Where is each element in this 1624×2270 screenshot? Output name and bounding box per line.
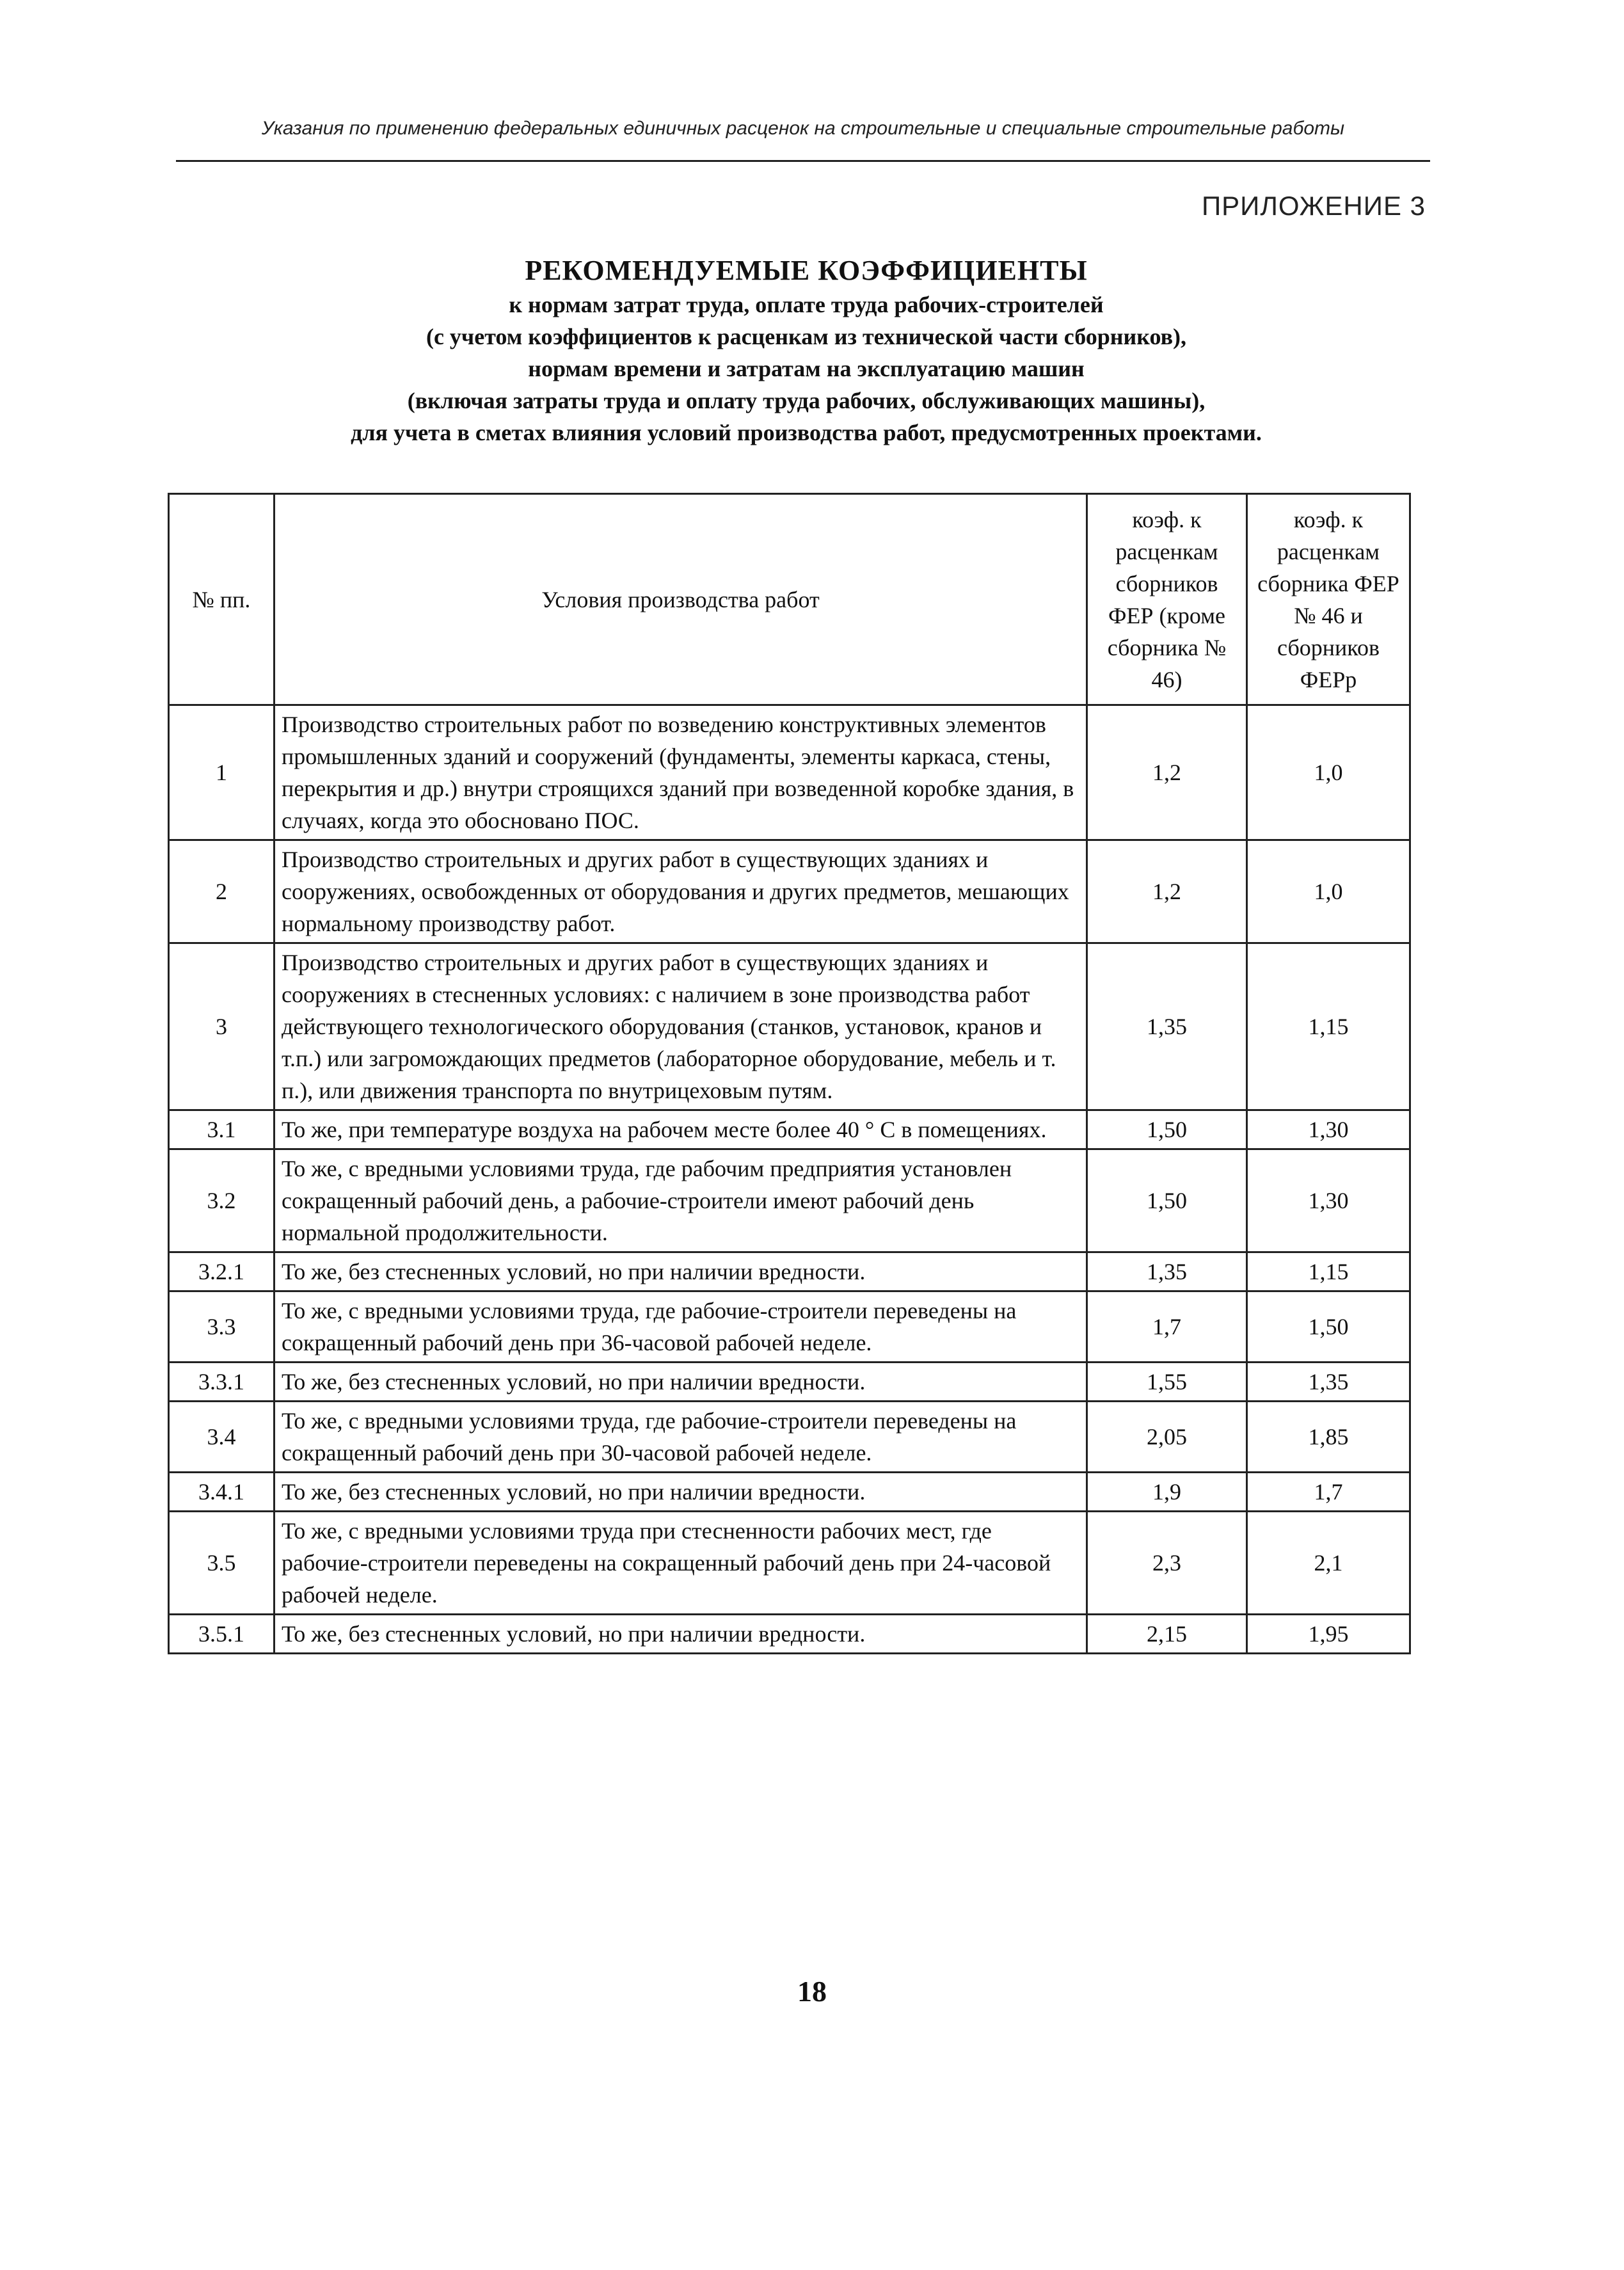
row-fer-coef: 1,35 (1087, 943, 1247, 1110)
page-number: 18 (797, 1975, 827, 2008)
table-row (169, 1110, 1410, 1149)
appendix-label: ПРИЛОЖЕНИЕ 3 (1201, 191, 1426, 221)
table-row (169, 1512, 1410, 1615)
row-fer46-coef: 1,95 (1247, 1615, 1410, 1654)
row-condition: То же, с вредными условиями труда, где рабочие-строители переведены на сокращенный рабочий день при 36-часовой рабочей неделе. (275, 1291, 1087, 1363)
title-line: к нормам затрат труда, оплате труда рабочих-строителей (509, 292, 1104, 317)
row-fer46-coef: 1,30 (1247, 1110, 1410, 1149)
row-fer-coef: 2,15 (1087, 1615, 1247, 1654)
row-fer-coef: 1,9 (1087, 1473, 1247, 1512)
row-fer46-coef: 1,35 (1247, 1363, 1410, 1402)
running-header: Указания по применению федеральных единичных расценок на строительные и специальные строительные работы (261, 118, 1345, 139)
row-condition: Производство строительных и других работ в существующих зданиях и сооружениях в стесненных условиях: с наличием в зоне производства работ действующего технологического оборудования (станков, установок, кранов и т.п.) или загромождающих предметов (лабораторное оборудование, мебель и т. п.), или движения транспорта по внутрицеховым путям. (275, 943, 1087, 1110)
table-row (169, 1402, 1410, 1473)
row-fer46-coef: 1,85 (1247, 1402, 1410, 1473)
table-header-row (169, 494, 1410, 705)
row-num: 3.1 (169, 1110, 275, 1149)
header-conditions: Условия производства работ (275, 494, 1087, 705)
row-fer46-coef: 1,15 (1247, 1252, 1410, 1291)
row-num: 3.4.1 (169, 1473, 275, 1512)
row-num: 3.2 (169, 1149, 275, 1252)
row-fer46-coef: 1,0 (1247, 840, 1410, 943)
row-fer-coef: 1,35 (1087, 1252, 1247, 1291)
table-row (169, 1149, 1410, 1252)
table-row (169, 1615, 1410, 1654)
row-fer46-coef: 2,1 (1247, 1512, 1410, 1615)
header-fer46: коэф. к расценкам сборника ФЕР № 46 и сборников ФЕРр (1247, 494, 1410, 705)
row-fer-coef: 1,7 (1087, 1291, 1247, 1363)
header-rule (176, 160, 1430, 162)
row-num: 3.3 (169, 1291, 275, 1363)
row-fer-coef: 1,2 (1087, 705, 1247, 840)
row-fer46-coef: 1,50 (1247, 1291, 1410, 1363)
title-block (179, 253, 1433, 449)
row-fer46-coef: 1,15 (1247, 943, 1410, 1110)
row-condition: Производство строительных работ по возведению конструктивных элементов промышленных зданий и сооружений (фундаменты, элементы каркаса, стены, перекрытия и др.) внутри строящихся зданий при возведенной коробке здания, в случаях, когда это обосновано ПОС. (275, 705, 1087, 840)
row-condition: То же, без стесненных условий, но при наличии вредности. (275, 1252, 1087, 1291)
table-row (169, 1291, 1410, 1363)
row-condition: То же, с вредными условиями труда, где рабочие-строители переведены на сокращенный рабочий день при 30-часовой рабочей неделе. (275, 1402, 1087, 1473)
row-fer46-coef: 1,0 (1247, 705, 1410, 840)
row-fer-coef: 2,3 (1087, 1512, 1247, 1615)
row-condition: То же, с вредными условиями труда при стесненности рабочих мест, где рабочие-строители переведены на сокращенный рабочий день при 24-часовой рабочей неделе. (275, 1512, 1087, 1615)
row-condition: То же, без стесненных условий, но при наличии вредности. (275, 1363, 1087, 1402)
row-num: 1 (169, 705, 275, 840)
row-fer-coef: 2,05 (1087, 1402, 1247, 1473)
table-row (169, 1363, 1410, 1402)
row-num: 3.5.1 (169, 1615, 275, 1654)
row-num: 3.5 (169, 1512, 275, 1615)
row-fer46-coef: 1,7 (1247, 1473, 1410, 1512)
row-fer-coef: 1,50 (1087, 1110, 1247, 1149)
row-fer-coef: 1,50 (1087, 1149, 1247, 1252)
row-condition: Производство строительных и других работ в существующих зданиях и сооружениях, освобожденных от оборудования и других предметов, мешающих нормальному производству работ. (275, 840, 1087, 943)
title-line: для учета в сметах влияния условий производства работ, предусмотренных проектами. (351, 420, 1262, 445)
row-fer-coef: 1,55 (1087, 1363, 1247, 1402)
row-fer46-coef: 1,30 (1247, 1149, 1410, 1252)
coefficients-table (168, 493, 1411, 1654)
row-condition: То же, без стесненных условий, но при наличии вредности. (275, 1473, 1087, 1512)
title-line: нормам времени и затратам на эксплуатацию машин (528, 356, 1085, 381)
row-num: 3 (169, 943, 275, 1110)
row-num: 2 (169, 840, 275, 943)
row-num: 3.3.1 (169, 1363, 275, 1402)
header-num: № пп. (169, 494, 275, 705)
row-num: 3.2.1 (169, 1252, 275, 1291)
table-row (169, 943, 1410, 1110)
row-num: 3.4 (169, 1402, 275, 1473)
table-row (169, 705, 1410, 840)
row-fer-coef: 1,2 (1087, 840, 1247, 943)
table-row (169, 840, 1410, 943)
header-fer: коэф. к расценкам сборников ФЕР (кроме сборника № 46) (1087, 494, 1247, 705)
title-line: (с учетом коэффициентов к расценкам из технической части сборников), (426, 324, 1187, 349)
table-row (169, 1252, 1410, 1291)
title-line: (включая затраты труда и оплату труда рабочих, обслуживающих машины), (407, 388, 1206, 413)
row-condition: То же, при температуре воздуха на рабочем месте более 40 ° С в помещениях. (275, 1110, 1087, 1149)
table-row (169, 1473, 1410, 1512)
document-title: РЕКОМЕНДУЕМЫЕ КОЭФФИЦИЕНТЫ (525, 255, 1088, 286)
row-condition: То же, с вредными условиями труда, где рабочим предприятия установлен сокращенный рабочий день, а рабочие-строители имеют рабочий день нормальной продолжительности. (275, 1149, 1087, 1252)
row-condition: То же, без стесненных условий, но при наличии вредности. (275, 1615, 1087, 1654)
